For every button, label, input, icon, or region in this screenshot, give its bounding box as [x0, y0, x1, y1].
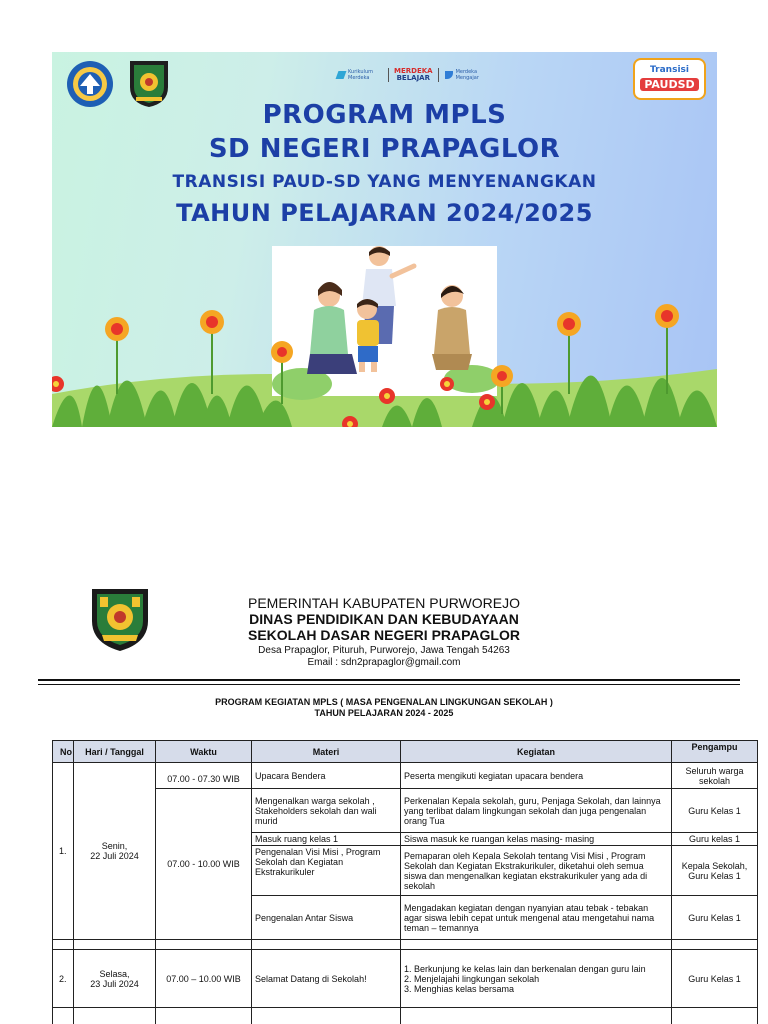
- table-row-partial: [53, 1008, 758, 1024]
- cell-kegiatan: Peserta mengikuti kegiatan upacara bendera: [401, 763, 672, 789]
- spacer-cell: [401, 940, 672, 950]
- merdeka-mengajar-logo: [445, 69, 486, 81]
- spacer-cell: [74, 940, 156, 950]
- document-title-line2: TAHUN PELAJARAN 2024 - 2025: [314, 708, 454, 718]
- merdeka-belajar-logo: [388, 68, 439, 82]
- partner-logos: [337, 64, 486, 86]
- cell-hari-tanggal: [74, 950, 156, 1008]
- table-row: [53, 789, 758, 833]
- cell-waktu: 07.00 – 10.00 WIB: [156, 950, 252, 1008]
- partial-cell: [672, 1008, 758, 1024]
- table-row: [53, 763, 758, 789]
- cell-no: 2.: [53, 950, 74, 1008]
- document-title: [0, 697, 768, 719]
- school-address: Desa Prapaglor, Pituruh, Purworejo, Jawa Tengah 54263: [258, 645, 510, 656]
- cell-pengampu: Seluruh warga sekolah: [672, 763, 758, 789]
- cell-pengampu: Guru Kelas 1: [672, 789, 758, 833]
- transisi-paudsd-logo: [633, 58, 706, 100]
- header-kegiatan: Kegiatan: [401, 741, 672, 763]
- cell-pengampu: Guru kelas 1: [672, 833, 758, 846]
- cell-date: 22 Juli 2024: [90, 851, 139, 861]
- partial-cell: [252, 1008, 401, 1024]
- mpls-banner: [52, 52, 717, 427]
- partial-cell: [74, 1008, 156, 1024]
- spacer-cell: [672, 940, 758, 950]
- banner-title-year: TAHUN PELAJARAN 2024/2025: [176, 199, 593, 227]
- letterhead-rule-thick: [38, 679, 740, 681]
- cell-pengampu: Guru Kelas 1: [672, 896, 758, 940]
- spacer-cell: [156, 940, 252, 950]
- kurikulum-mark-icon: [336, 71, 347, 79]
- cell-kegiatan: Perkenalan Kepala sekolah, guru, Penjaga Sekolah, dan lainnya yang terlibat dalam lingkungan sekolah dan juga pengenalan orang Tua: [401, 789, 672, 833]
- cell-pengampu: Guru Kelas 1: [672, 950, 758, 1008]
- table-spacer-row: [53, 940, 758, 950]
- partial-cell: [156, 1008, 252, 1024]
- mpls-schedule-table: [52, 740, 758, 1024]
- partial-cell: [53, 1008, 74, 1024]
- belajar-text: BELAJAR: [396, 74, 430, 82]
- document-title-line1: PROGRAM KEGIATAN MPLS ( MASA PENGENALAN LINGKUNGAN SEKOLAH ): [215, 697, 553, 707]
- kegiatan-line: 1. Berkunjung ke kelas lain dan berkenalan dengan guru lain: [404, 963, 646, 974]
- header-waktu: Waktu: [156, 741, 252, 763]
- cell-kegiatan: Siswa masuk ke ruangan kelas masing- masing: [401, 833, 672, 846]
- banner-title-program: PROGRAM MPLS: [262, 100, 507, 130]
- cell-waktu: 07.00 - 10.00 WIB: [156, 789, 252, 940]
- partial-cell: [401, 1008, 672, 1024]
- cell-day: Senin,: [101, 841, 128, 851]
- cell-date: 23 Juli 2024: [90, 978, 139, 989]
- cell-pengampu: Kepala Sekolah, Guru Kelas 1: [672, 846, 758, 896]
- banner-title-school: SD NEGERI PRAPAGLOR: [208, 134, 561, 164]
- header-hari-tanggal: Hari / Tanggal: [74, 741, 156, 763]
- cell-hari-tanggal: [74, 763, 156, 940]
- cell-kegiatan: [401, 950, 672, 1008]
- cell-waktu: 07.00 - 07.30 WIB: [156, 763, 252, 789]
- cell-materi: Masuk ruang kelas 1: [252, 833, 401, 846]
- cell-materi: Selamat Datang di Sekolah!: [252, 950, 401, 1008]
- table-row: [53, 950, 758, 1008]
- cell-materi: Pengenalan Antar Siswa: [252, 896, 401, 940]
- header-pengampu: Pengampu: [672, 741, 758, 763]
- cell-materi: Upacara Bendera: [252, 763, 401, 789]
- school-family-illustration: [52, 244, 717, 427]
- banner-title-theme: TRANSISI PAUD-SD YANG MENYENANGKAN: [172, 172, 597, 192]
- transisi-text: Transisi: [650, 65, 689, 75]
- spacer-cell: [252, 940, 401, 950]
- letterhead: [150, 595, 618, 669]
- kegiatan-line: 3. Menghias kelas bersama: [404, 983, 515, 994]
- spacer-cell: [53, 940, 74, 950]
- letterhead-rule-thin: [38, 684, 740, 685]
- kabupaten-purworejo-emblem-icon: [88, 583, 152, 653]
- cell-kegiatan: Mengadakan kegiatan dengan nyanyian atau tebak - tebakan agar siswa lebih cepat untuk mengenal atau mengetahui nama teman – temannya: [401, 896, 672, 940]
- school-name: SEKOLAH DASAR NEGERI PRAPAGLOR: [248, 627, 520, 643]
- paudsd-text: PAUDSD: [640, 78, 698, 91]
- kurikulum-logo-text: Kurikulum Merdeka: [348, 69, 373, 81]
- cell-materi: Mengenalkan warga sekolah , Stakeholders sekolah dan wali murid: [252, 789, 401, 833]
- mengajar-logo-text: Merdeka Mengajar: [455, 69, 479, 81]
- cell-materi: Pengenalan Visi Misi , Program Sekolah dan Kegiatan Ekstrakurikuler: [252, 846, 401, 896]
- government-name: PEMERINTAH KABUPATEN PURWOREJO: [248, 595, 520, 611]
- kegiatan-line: 2. Menjelajahi lingkungan sekolah: [404, 973, 540, 984]
- cell-kegiatan: Pemaparan oleh Kepala Sekolah tentang Visi Misi , Program Sekolah dan Kegiatan Ekstrakurikuler, diketahui oleh semua siswa dan mengenalkan kegiatan ekstrakurikuler yang ada di sekolah: [401, 846, 672, 896]
- school-email: Email : sdn2prapaglor@gmail.com: [307, 657, 461, 668]
- table-header-row: [53, 741, 758, 763]
- header-no: No: [53, 741, 74, 763]
- mengajar-mark-icon: [445, 71, 453, 79]
- department-name: DINAS PENDIDIKAN DAN KEBUDAYAAN: [249, 611, 519, 627]
- cell-day: Selasa,: [99, 968, 130, 979]
- merdeka-text: MERDEKA: [394, 67, 433, 75]
- cell-no: 1.: [53, 763, 74, 940]
- header-materi: Materi: [252, 741, 401, 763]
- kurikulum-merdeka-logo: [337, 69, 382, 81]
